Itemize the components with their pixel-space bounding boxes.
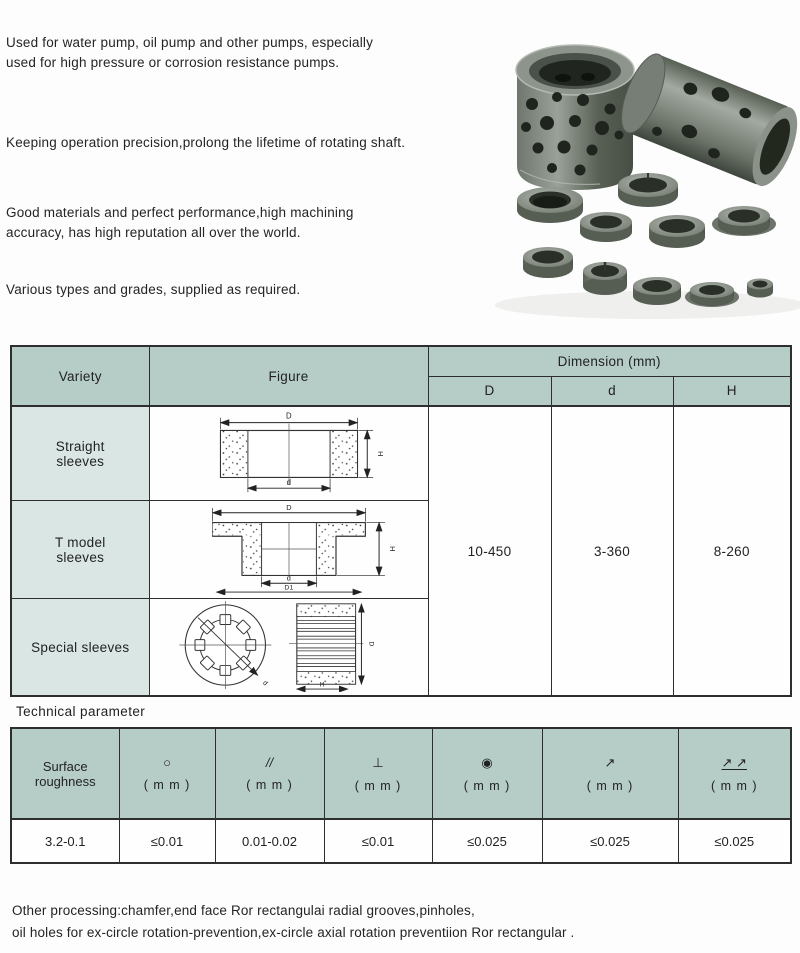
dim-label-D: D bbox=[367, 641, 375, 647]
tech-value-total-runout: ≤0.025 bbox=[678, 819, 791, 863]
intro-paragraph-4: Various types and grades, supplied as required. bbox=[6, 282, 301, 297]
note-line-2: oil holes for ex-circle rotation-prevention,ex-circle axial rotation preventiion Ror rectangular . bbox=[12, 925, 575, 941]
row-label-line: T model bbox=[54, 534, 106, 550]
row-label-line: sleeves bbox=[56, 549, 105, 565]
unit-label: ( m m ) bbox=[246, 778, 293, 792]
main-table-header-figure: Figure bbox=[149, 346, 428, 406]
value-D: 10-450 bbox=[428, 406, 551, 696]
dim-label-D: D bbox=[286, 411, 292, 421]
tech-header-parallelism bbox=[215, 728, 324, 819]
figure-t-model-sleeve bbox=[149, 501, 428, 599]
runout-symbol: ↗ bbox=[604, 754, 616, 770]
tech-header-runout bbox=[542, 728, 678, 819]
tech-value-surface-roughness: 3.2-0.1 bbox=[11, 819, 119, 863]
intro-paragraph-2: Keeping operation precision,prolong the lifetime of rotating shaft. bbox=[6, 135, 406, 150]
figure-straight-sleeve bbox=[149, 406, 428, 501]
small-rings bbox=[517, 173, 776, 307]
main-table-header-dimension: Dimension (mm) bbox=[428, 346, 791, 376]
t-model-sleeve-drawing bbox=[150, 501, 427, 595]
value-d: 3-360 bbox=[551, 406, 673, 696]
tech-header-line: Surface bbox=[42, 758, 88, 774]
dim-label-D1: D1 bbox=[284, 584, 294, 592]
dim-label-d: d bbox=[261, 679, 269, 688]
intro-p3-line2: accuracy, has high reputation all over the world. bbox=[6, 225, 301, 241]
unit-label: ( m m ) bbox=[586, 778, 634, 793]
dim-label-H: H bbox=[387, 546, 397, 552]
perpendicularity-symbol: ⊥ bbox=[372, 754, 384, 770]
roundness-symbol: ○ bbox=[163, 755, 171, 770]
tech-header-perpendicularity bbox=[324, 728, 432, 819]
other-processing-note bbox=[12, 900, 574, 945]
main-table-header-D: D bbox=[428, 376, 551, 406]
concentricity-symbol: ◉ bbox=[481, 754, 493, 770]
dim-label-d: d bbox=[286, 573, 292, 583]
intro-p1-line2: used for high pressure or corrosion resistance pumps. bbox=[6, 55, 340, 71]
intro-p1-line1: Used for water pump, oil pump and other pumps, especially bbox=[6, 35, 374, 50]
tech-header-line: roughness bbox=[34, 773, 96, 789]
main-table-header-variety: Variety bbox=[11, 346, 149, 406]
value-H: 8-260 bbox=[673, 406, 791, 696]
technical-parameter-table bbox=[10, 727, 792, 864]
tech-value-concentricity: ≤0.025 bbox=[432, 819, 542, 863]
unit-label: ( m m ) bbox=[463, 778, 511, 793]
row-label-line: sleeves bbox=[56, 453, 105, 469]
tech-header-concentricity bbox=[432, 728, 542, 819]
row-label-t-model-sleeves bbox=[11, 501, 149, 599]
large-sleeve-left bbox=[516, 45, 634, 190]
dim-label-d: d bbox=[286, 478, 292, 488]
technical-parameter-title: Technical parameter bbox=[16, 704, 146, 719]
unit-label: ( m m ) bbox=[143, 778, 191, 792]
product-photo-illustration bbox=[420, 0, 800, 330]
product-photo bbox=[420, 0, 800, 330]
special-sleeve-drawing bbox=[150, 599, 427, 692]
unit-label: ( m m ) bbox=[710, 778, 758, 793]
large-sleeve-right bbox=[613, 48, 800, 191]
unit-label: ( m m ) bbox=[354, 778, 402, 793]
main-table-header-H: H bbox=[673, 376, 791, 406]
intro-paragraph-3 bbox=[6, 203, 406, 244]
intro-paragraph-1 bbox=[6, 33, 406, 74]
figure-special-sleeve bbox=[149, 599, 428, 697]
parallelism-symbol: // bbox=[265, 755, 274, 770]
dim-label-H: H bbox=[319, 681, 325, 689]
row-label-line: Straight bbox=[55, 438, 105, 454]
tech-header-roundness bbox=[119, 728, 215, 819]
total-runout-symbol: ↗ ↗ bbox=[721, 754, 747, 770]
tech-header-surface-roughness bbox=[11, 728, 119, 819]
dim-label-H: H bbox=[376, 451, 386, 457]
row-label-line: Special sleeves bbox=[31, 639, 130, 655]
tech-value-parallelism: 0.01-0.02 bbox=[215, 819, 324, 863]
dim-label-D: D bbox=[286, 502, 292, 512]
row-label-straight-sleeves bbox=[11, 406, 149, 501]
straight-sleeve-drawing bbox=[150, 407, 427, 497]
row-label-special-sleeves bbox=[11, 599, 149, 697]
tech-value-roundness: ≤0.01 bbox=[119, 819, 215, 863]
tech-value-runout: ≤0.025 bbox=[542, 819, 678, 863]
main-table-header-d: d bbox=[551, 376, 673, 406]
main-table bbox=[10, 345, 792, 697]
note-line-1: Other processing:chamfer,end face Ror rectangulai radial grooves,pinholes, bbox=[12, 903, 475, 918]
tech-header-total-runout bbox=[678, 728, 791, 819]
intro-p3-line1: Good materials and perfect performance,high machining bbox=[6, 205, 354, 220]
tech-value-perpendicularity: ≤0.01 bbox=[324, 819, 432, 863]
